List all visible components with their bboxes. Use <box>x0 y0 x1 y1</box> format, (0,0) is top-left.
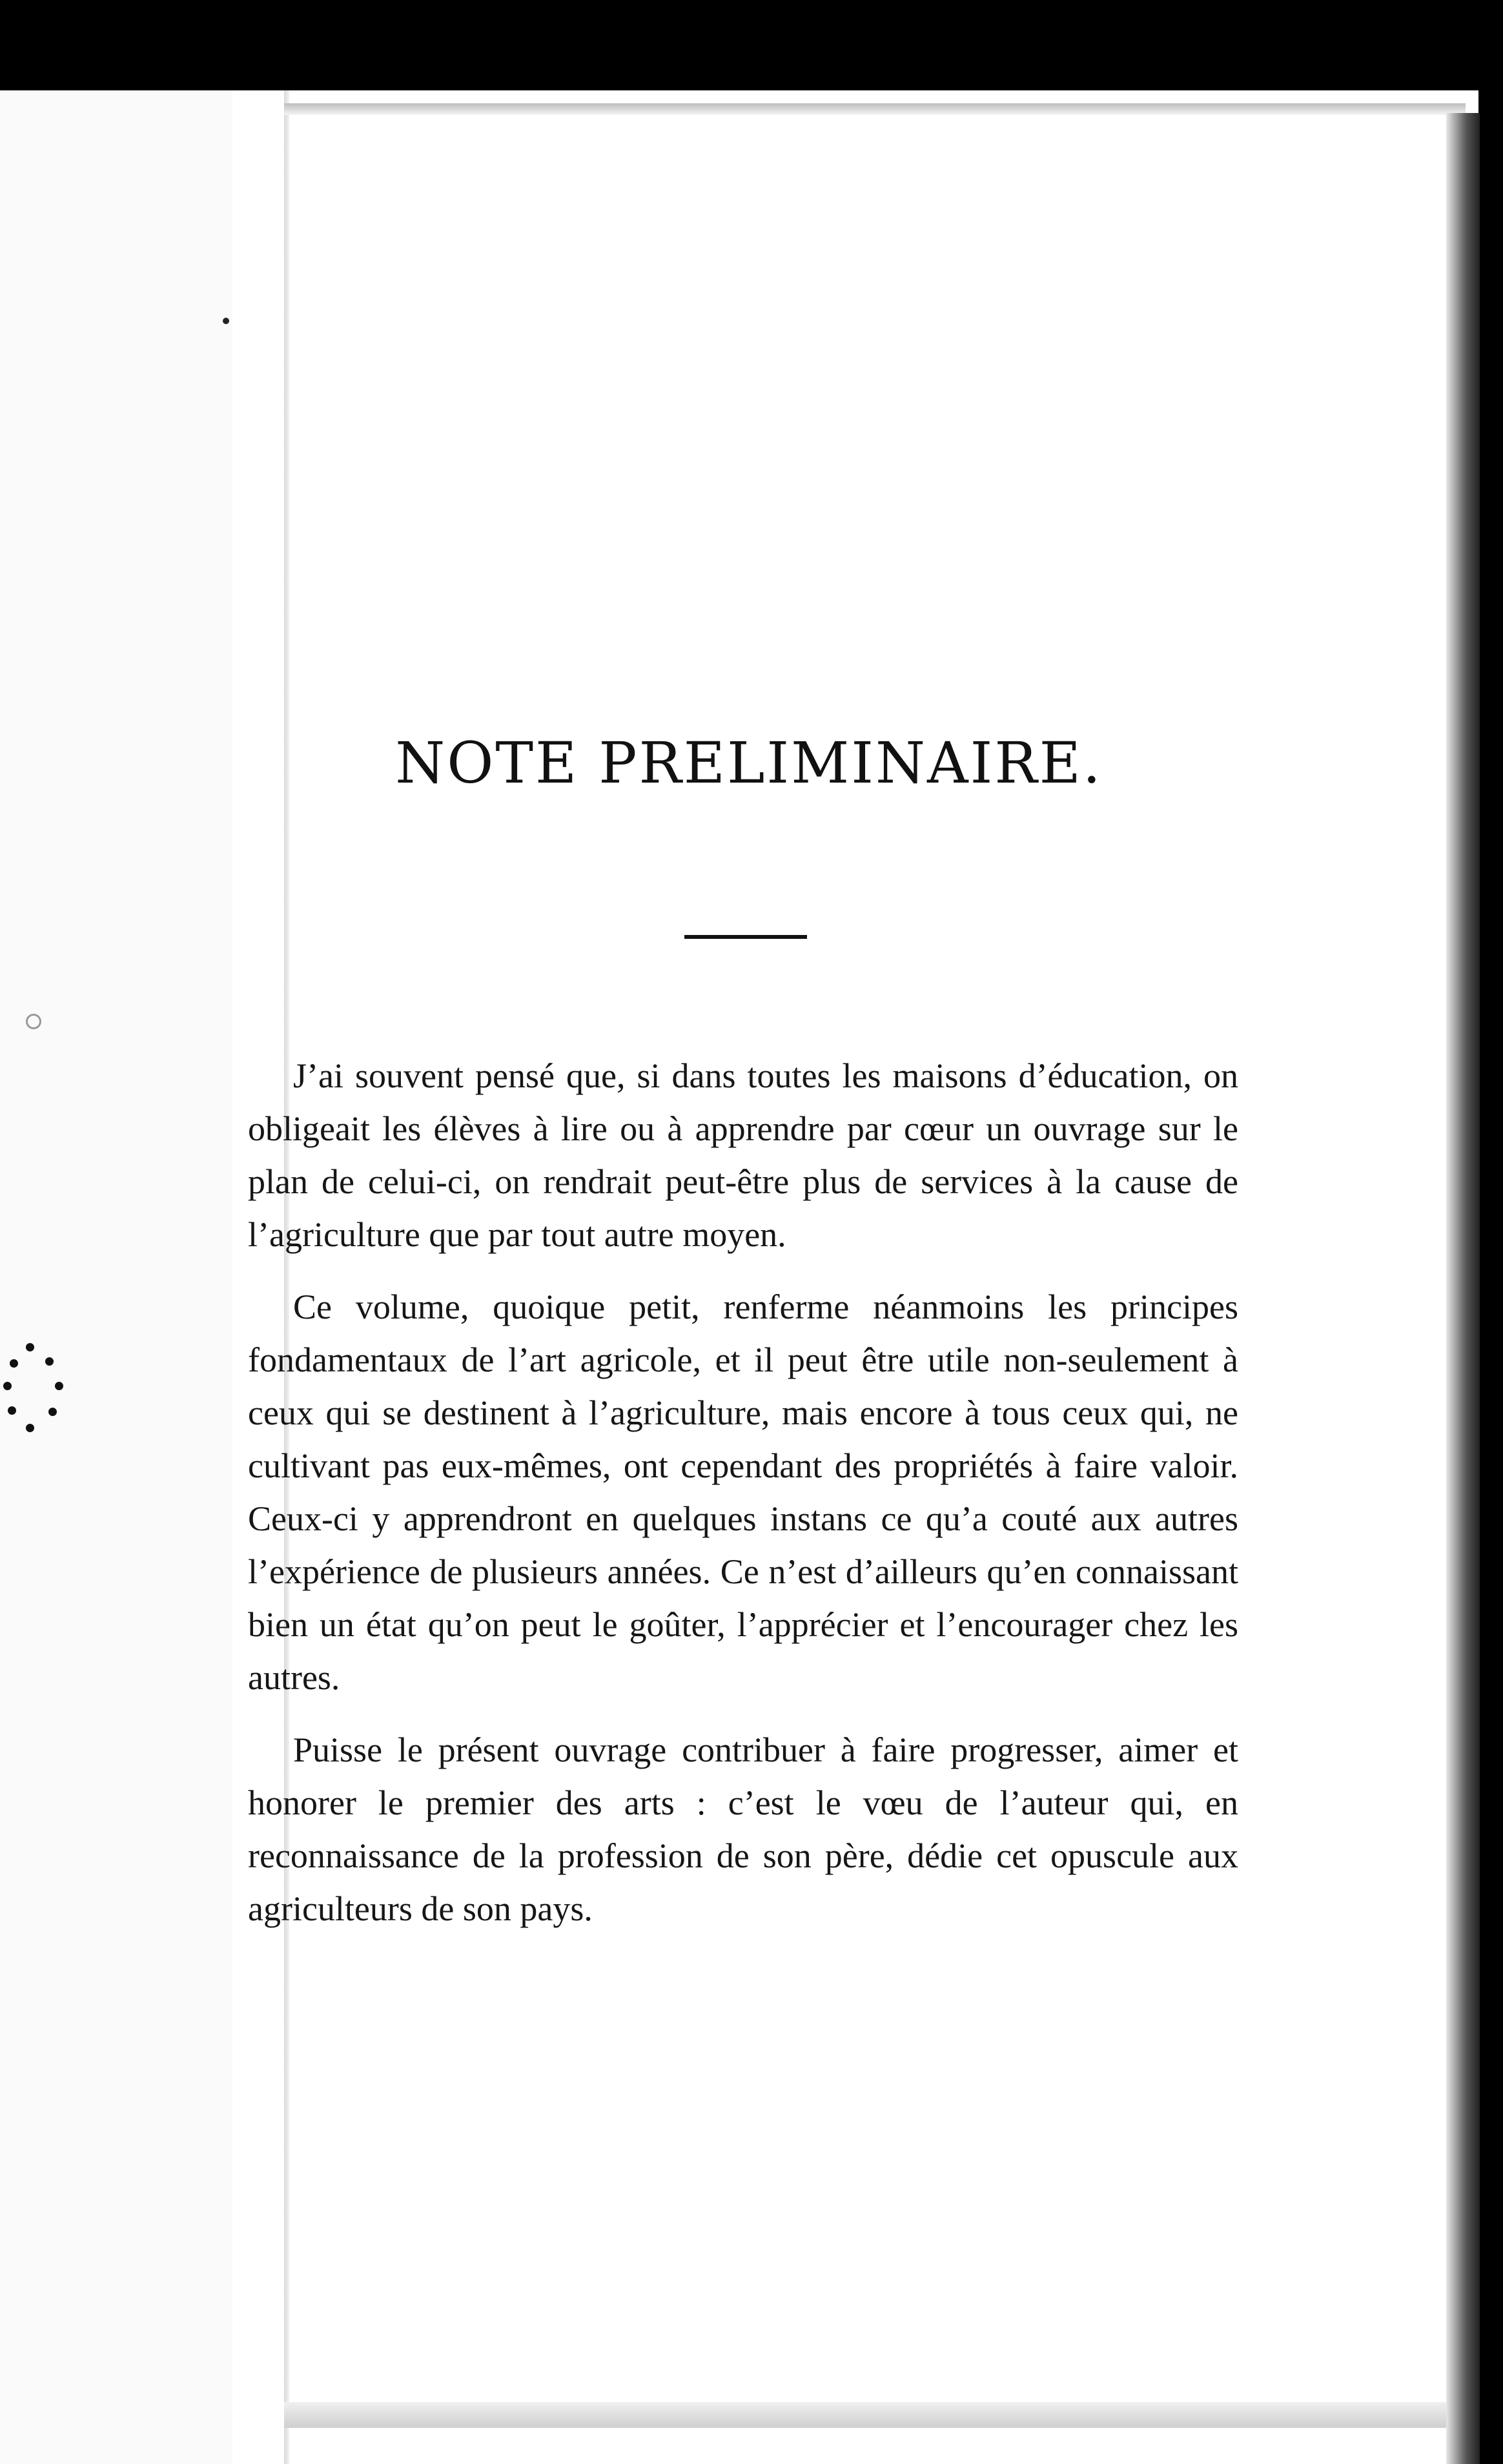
page-right-edge <box>1446 113 1480 2464</box>
page-bottom-edge <box>284 2402 1466 2428</box>
title-rule <box>684 935 807 939</box>
perforation-dots <box>0 1343 71 1440</box>
page-top-edge <box>284 103 1466 115</box>
ring-mark <box>26 1014 41 1029</box>
page-title: NOTE PRELIMINAIRE. <box>395 730 1103 796</box>
ink-speck <box>223 318 229 324</box>
paragraph-3: Puisse le présent ouvrage contribuer à faire progresser, aimer et honorer le premier des arts : c’est le vœu de l’auteur qui, en reconnaissance de la profession de son père, dédie cet opuscule aux agriculteurs de son pays. <box>248 1730 1238 1928</box>
paragraph-1: J’ai souvent pensé que, si dans toutes les maisons d’éducation, on obligeait les élèves à lire ou à apprendre par cœur un ouvrage sur le plan de celui-ci, on rendrait peut-être plus de services à la cause de l’agriculture que par tout autre moyen. <box>248 1056 1238 1254</box>
body-text <box>248 1049 1238 1955</box>
left-margin <box>0 90 232 2464</box>
paragraph-2: Ce volume, quoique petit, renferme néanmoins les principes fondamentaux de l’art agricole, et il peut être utile non-seulement à ceux qui se destinent à l’agriculture, mais encore à tous ceux qui, ne cultivant pas eux-mêmes, ont cependant des propriétés à faire valoir. Ceux-ci y apprendront en quelques instans ce qu’a couté aux autres l’expérience de plusieurs années. Ce n’est d’ailleurs qu’en connaissant bien un état qu’on peut le goûter, l’apprécier et l’encourager chez les autres. <box>248 1288 1238 1697</box>
